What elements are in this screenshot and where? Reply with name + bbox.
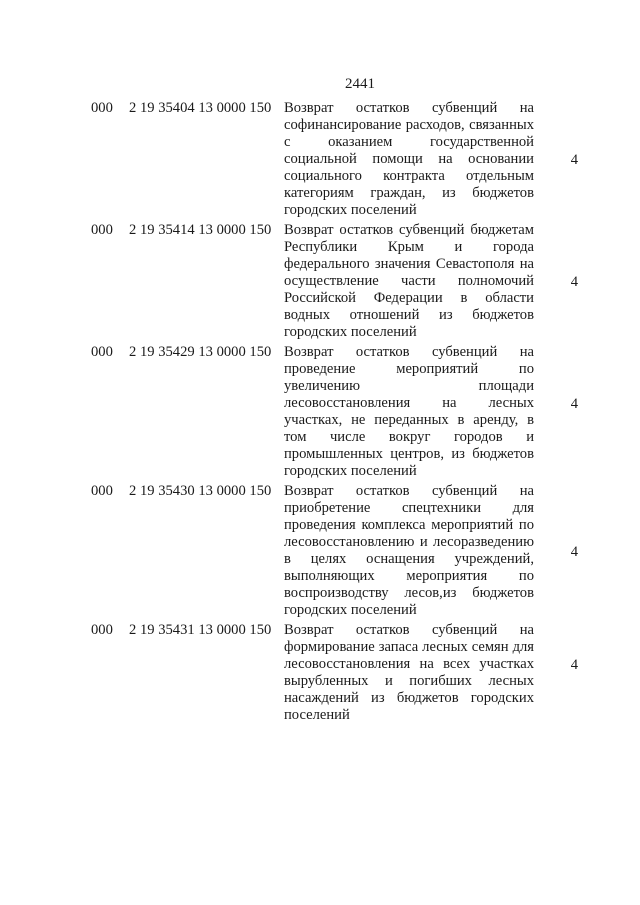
kbk-code-cell: 2 19 35429 13 0000 150 <box>129 344 272 360</box>
table-row <box>0 341 640 480</box>
value-cell: 4 <box>570 396 578 412</box>
kbk-code-cell: 2 19 35414 13 0000 150 <box>129 222 272 238</box>
admin-code-cell: 000 <box>91 344 113 360</box>
description-cell: Возврат остатков субвенций на софинансирование расходов, связанных с оказанием государственной социальной помощи на основании социального контракта отдельным категориям граждан, из бюджетов городских поселений <box>284 100 534 218</box>
admin-code-cell: 000 <box>91 483 113 499</box>
value-cell: 4 <box>570 544 578 560</box>
value-cell: 4 <box>570 657 578 673</box>
table-row <box>0 219 640 341</box>
admin-code-cell: 000 <box>91 222 113 238</box>
kbk-code-cell: 2 19 35404 13 0000 150 <box>129 100 272 116</box>
value-cell: 4 <box>570 274 578 290</box>
page-number: 2441 <box>345 76 375 92</box>
description-cell: Возврат остатков субвенций бюджетам Республики Крым и города федерального значения Севастополя на осуществление части полномочий Российской Федерации в области водных отношений из бюджетов городских поселений <box>284 222 534 340</box>
table-row <box>0 480 640 619</box>
budget-classification-table <box>0 97 640 724</box>
admin-code-cell: 000 <box>91 622 113 638</box>
kbk-code-cell: 2 19 35431 13 0000 150 <box>129 622 272 638</box>
kbk-code-cell: 2 19 35430 13 0000 150 <box>129 483 272 499</box>
description-cell: Возврат остатков субвенций на проведение мероприятий по увеличению площади лесовосстановления на лесных участках, не переданных в аренду, в том числе вокруг городов и промышленных центров, из бюджетов городских поселений <box>284 344 534 479</box>
value-cell: 4 <box>570 152 578 168</box>
description-cell: Возврат остатков субвенций на приобретение спецтехники для проведения комплекса мероприятий по лесовосстановлению и лесоразведению в целях оснащения учреждений, выполняющих мероприятия по воспроизводству лесов,из бюджетов городских поселений <box>284 483 534 618</box>
description-cell: Возврат остатков субвенций на формирование запаса лесных семян для лесовосстановления на всех участках вырубленных и погибших лесных насаждений из бюджетов городских поселений <box>284 622 534 723</box>
table-row <box>0 619 640 724</box>
table-row <box>0 97 640 219</box>
admin-code-cell: 000 <box>91 100 113 116</box>
